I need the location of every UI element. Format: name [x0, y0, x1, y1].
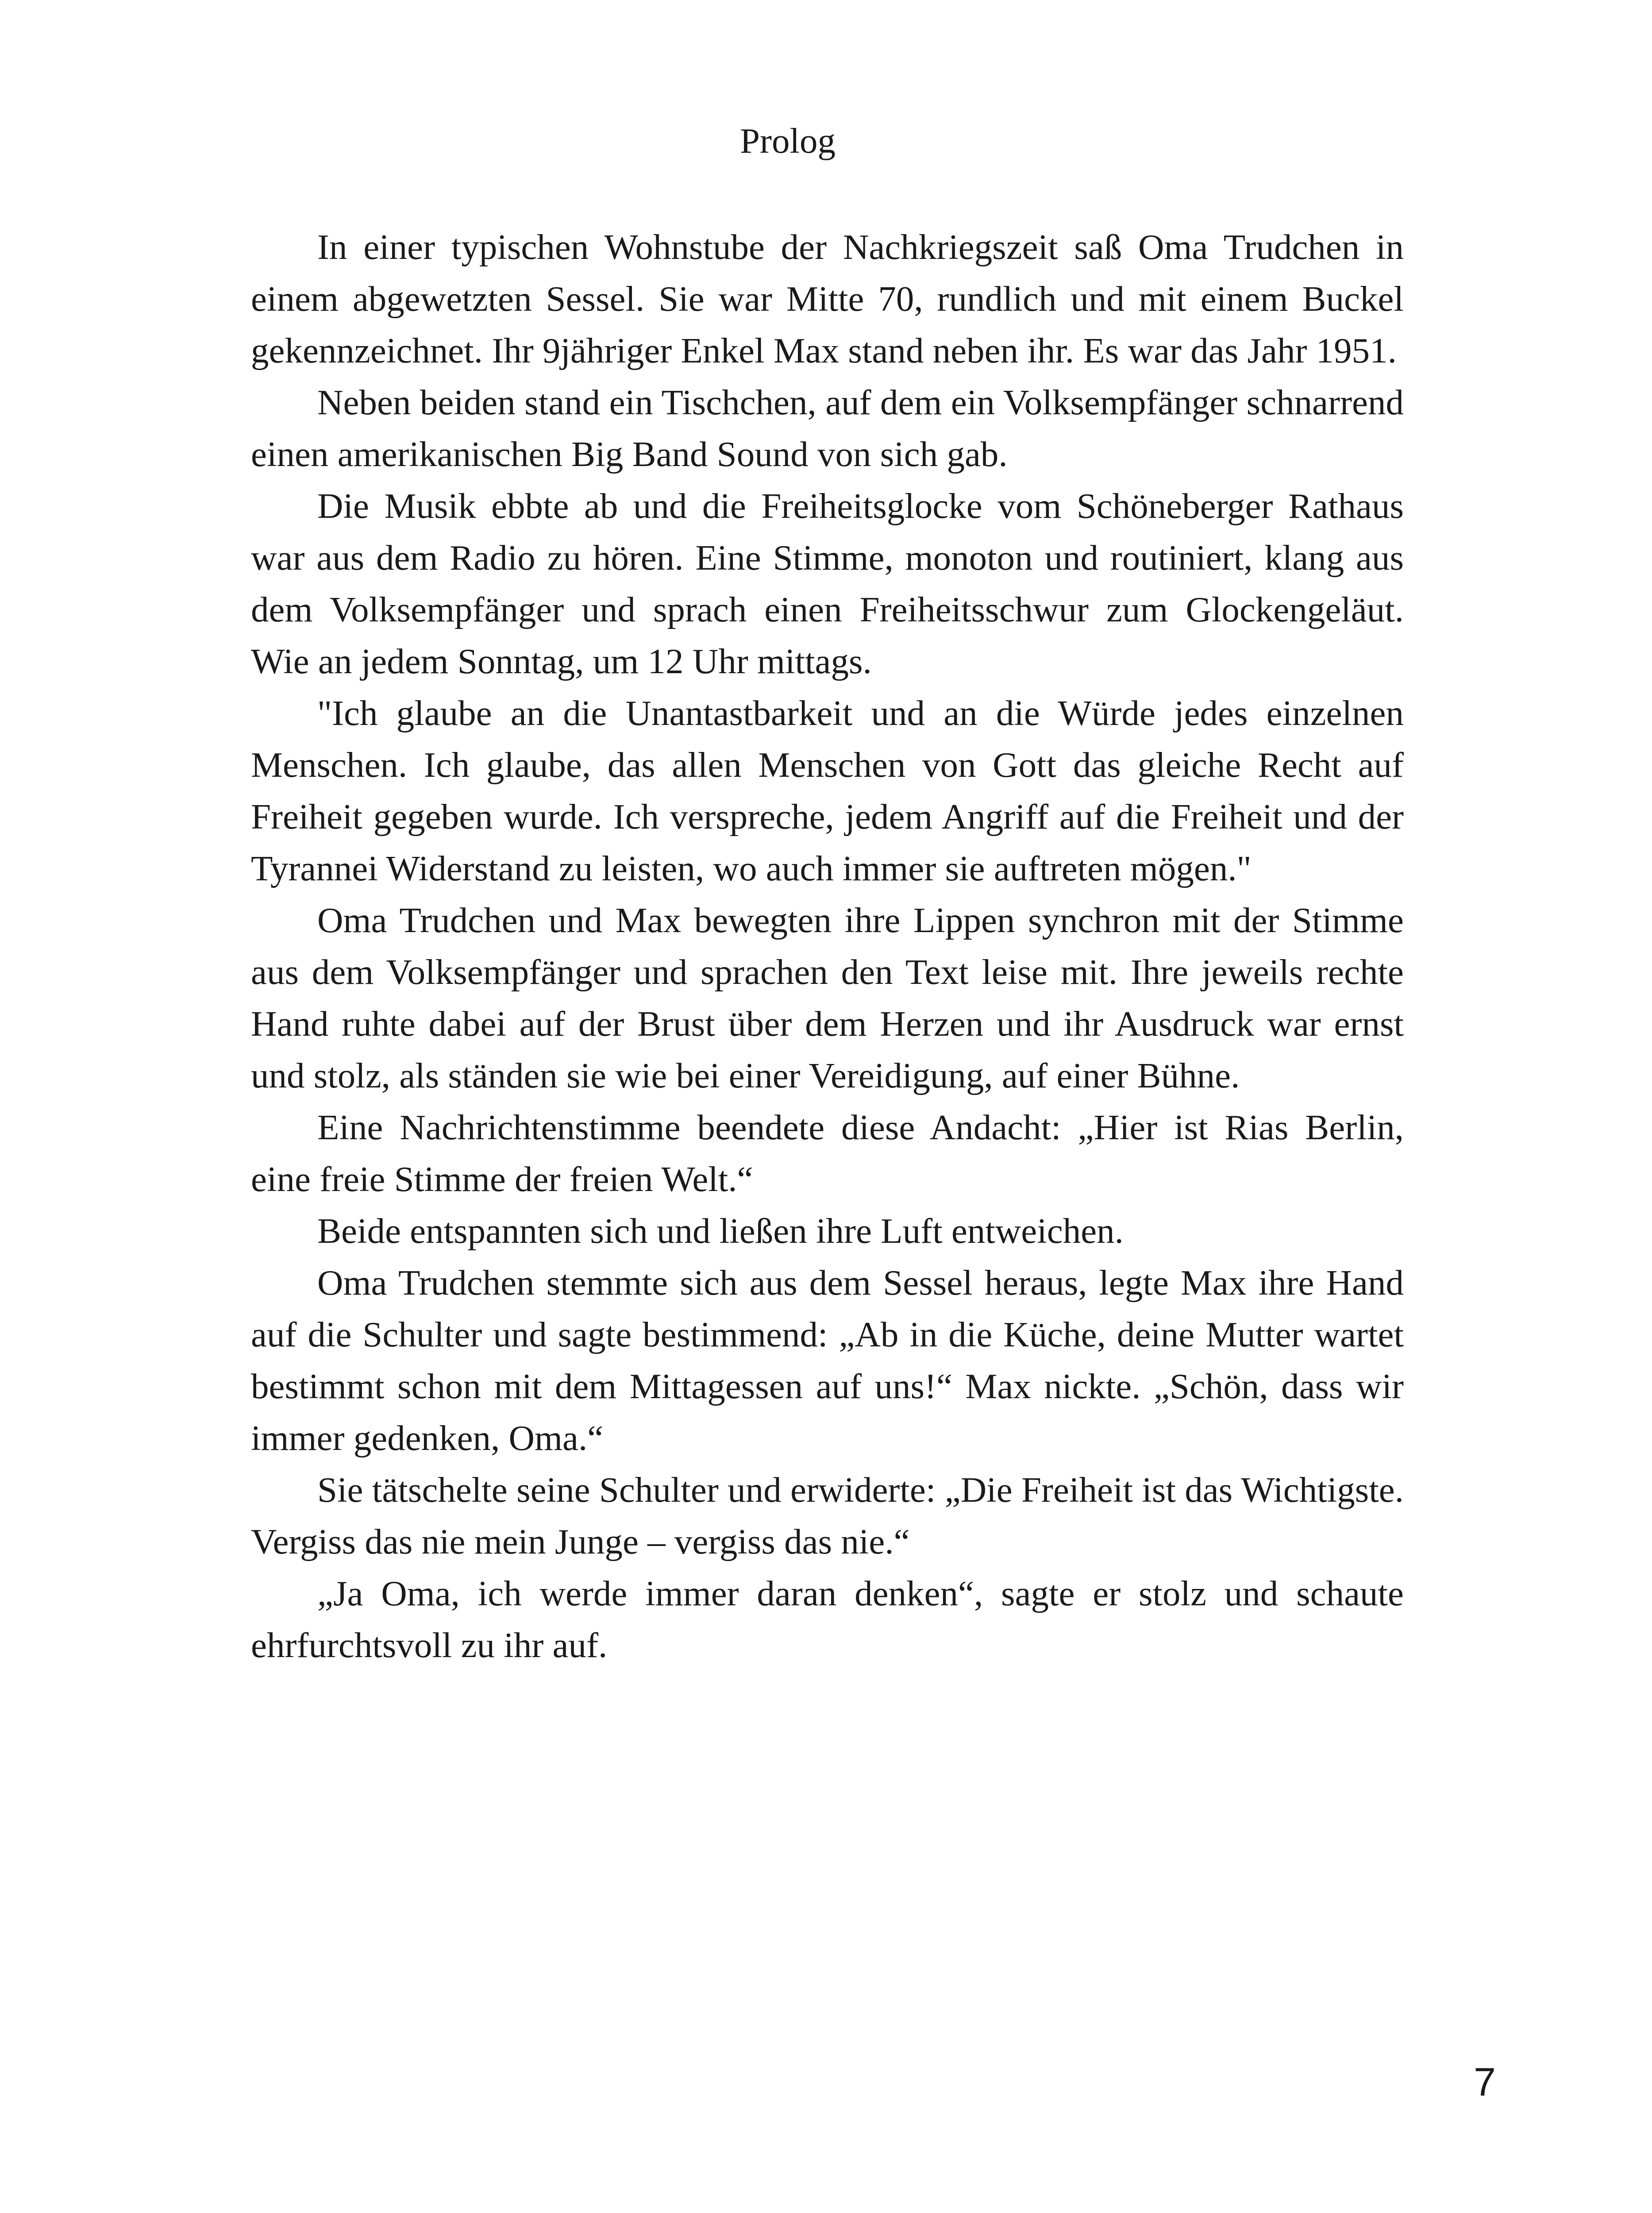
paragraph: In einer typischen Wohnstube der Nachkriegszeit saß Oma Trudchen in einem abgewetzten Sessel. Sie war Mitte 70, rundlich und mit einem Buckel gekennzeichnet. Ihr 9jähriger Enkel Max stand neben ihr. Es war das Jahr 1951. — [251, 227, 1404, 370]
paragraph: Neben beiden stand ein Tischchen, auf dem ein Volksempfänger schnarrend einen amerikanischen Big Band Sound von sich gab. — [251, 382, 1404, 474]
chapter-body — [251, 221, 1404, 1671]
paragraph: Eine Nachrichtenstimme beendete diese Andacht: „Hier ist Rias Berlin, eine freie Stimme der freien Welt.“ — [251, 1107, 1404, 1199]
paragraph: "Ich glaube an die Unantastbarkeit und an die Würde jedes einzelnen Menschen. Ich glaube, das allen Menschen von Gott das gleiche Recht auf Freiheit gegeben wurde. Ich verspreche, jedem Angriff auf die Freiheit und der Tyrannei Widerstand zu leisten, wo auch immer sie auftreten mögen." — [251, 693, 1404, 888]
paragraph: Sie tätschelte seine Schulter und erwiderte: „Die Freiheit ist das Wichtigste. Vergiss das nie mein Junge – vergiss das nie.“ — [251, 1470, 1404, 1561]
chapter-title: Prolog — [739, 121, 836, 161]
paragraph: Die Musik ebbte ab und die Freiheitsglocke vom Schöneberger Rathaus war aus dem Radio zu hören. Eine Stimme, monoton und routiniert, klang aus dem Volksempfänger und sprach einen Freiheitsschwur zum Glockengeläut. Wie an jedem Sonntag, um 12 Uhr mittags. — [251, 486, 1404, 681]
paragraph: Beide entspannten sich und ließen ihre Luft entweichen. — [317, 1211, 1124, 1251]
paragraph: Oma Trudchen und Max bewegten ihre Lippen synchron mit der Stimme aus dem Volksempfänger und sprachen den Text leise mit. Ihre jeweils rechte Hand ruhte dabei auf der Brust über dem Herzen und ihr Ausdruck war ernst und stolz, als ständen sie wie bei einer Vereidigung, auf einer Bühne. — [251, 900, 1404, 1095]
page-number: 7 — [1473, 2060, 1496, 2105]
paragraph: Oma Trudchen stemmte sich aus dem Sessel heraus, legte Max ihre Hand auf die Schulter und sagte bestimmend: „Ab in die Küche, deine Mutter wartet bestimmt schon mit dem Mittagessen auf uns!“ Max nickte. „Schön, dass wir immer gedenken, Oma.“ — [251, 1263, 1404, 1458]
paragraph: „Ja Oma, ich werde immer daran denken“, sagte er stolz und schaute ehrfurchtsvoll zu ihr auf. — [251, 1573, 1404, 1665]
